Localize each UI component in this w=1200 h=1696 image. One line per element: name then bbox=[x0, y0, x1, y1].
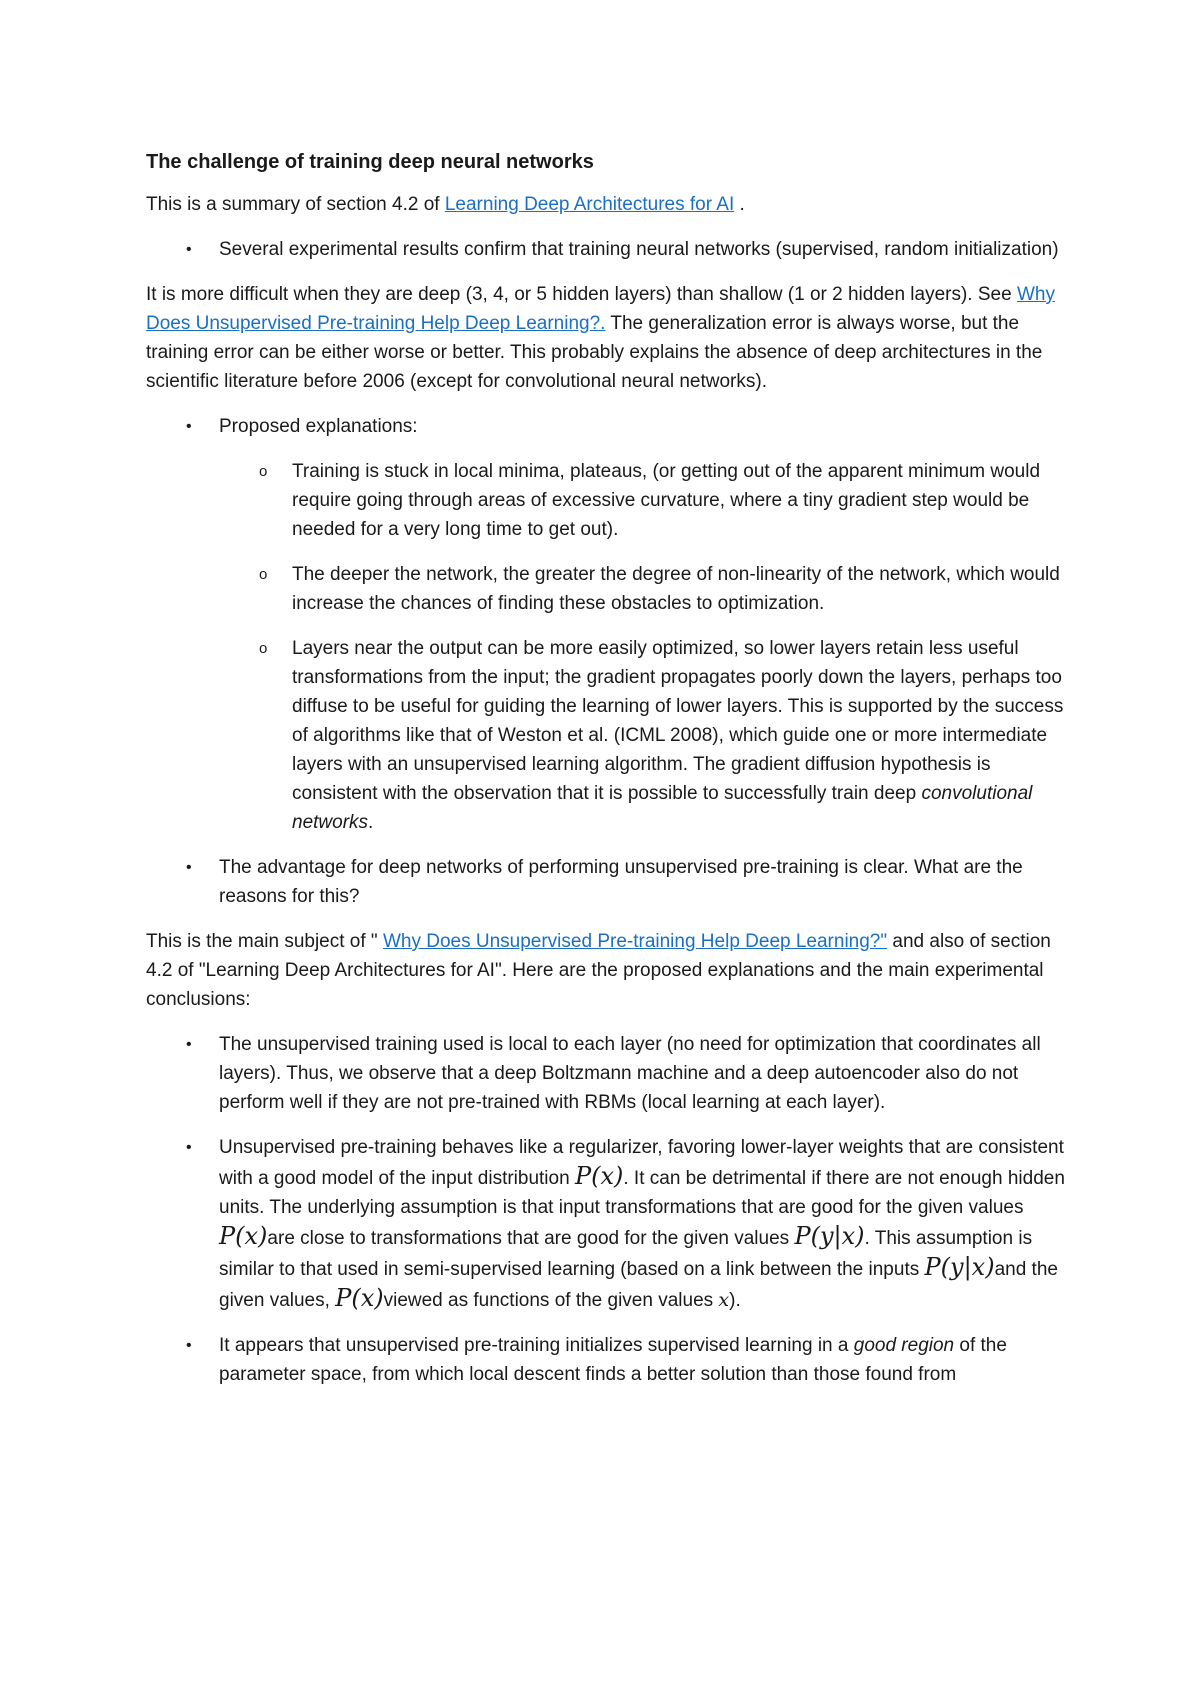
page-title: The challenge of training deep neural networks bbox=[146, 151, 594, 173]
bullet-glyph: • bbox=[186, 241, 192, 258]
list-item bbox=[146, 853, 1070, 911]
bullet-6-text-2: of the parameter space, from which local descent finds a better solution than those found from bbox=[219, 1335, 1007, 1385]
paragraph-1 bbox=[146, 280, 1070, 396]
bullet-2-text: Proposed explanations: bbox=[219, 416, 418, 437]
bullet-4-text: The unsupervised training used is local to each layer (no need for optimization that coordinates all layers). Thus, we observe that a deep Boltzmann machine and a deep autoencoder also do not perform well if they are not pre-trained with RBMs (local learning at each layer). bbox=[219, 1034, 1041, 1113]
bullet-list-2 bbox=[146, 412, 1070, 911]
sub-item-3-text: Layers near the output can be more easily optimized, so lower layers retain less useful transformations from the input; the gradient propagates poorly down the layers, perhaps too diffuse to be useful for guiding the learning of lower layers. This is supported by the success of algorithms like that of Weston et al. (ICML 2008), which guide one or more intermediate layers with an unsupervised learning algorithm. The gradient diffusion hypothesis is consistent with the observation that it is possible to successfully train deep bbox=[292, 638, 1064, 804]
bullet-5-text-5: and the given values, bbox=[219, 1259, 1058, 1311]
list-item bbox=[146, 412, 1070, 837]
list-item bbox=[146, 1133, 1070, 1315]
paragraph-2-text-a: This is the main subject of " bbox=[146, 931, 383, 952]
bullet-5-text-4: . This assumption is similar to that used in semi-supervised learning (based on a link between the inputs bbox=[219, 1228, 1033, 1280]
sub-list bbox=[219, 457, 1070, 837]
bullet-6-emphasis: good region bbox=[853, 1335, 955, 1356]
bullet-glyph: • bbox=[186, 1337, 192, 1354]
bullet-glyph: • bbox=[186, 1036, 192, 1053]
math-px: P(x) bbox=[335, 1284, 384, 1312]
sub-bullet-glyph: o bbox=[259, 463, 268, 480]
bullet-5-text-1: Unsupervised pre-training behaves like a regularizer, favoring lower-layer weights that are consistent with a good model of the input distribution bbox=[219, 1137, 1064, 1189]
paragraph-2-text-b: and also of section 4.2 of "Learning Deep Architectures for AI". Here are the proposed explanations and the main experimental conclusions: bbox=[146, 931, 1051, 1010]
bullet-5-text-2: . It can be detrimental if there are not enough hidden units. The underlying assumption is that input transformations that are good for the given values bbox=[219, 1168, 1065, 1218]
sub-item-3-emphasis: convolutional networks bbox=[292, 783, 1033, 833]
sub-item-3-end: . bbox=[368, 812, 374, 833]
math-pyx: P(y|x) bbox=[794, 1222, 865, 1250]
sub-list-item bbox=[219, 634, 1070, 837]
sub-list-item bbox=[219, 560, 1070, 618]
sub-item-2-text: The deeper the network, the greater the degree of non-linearity of the network, which would increase the chances of finding these obstacles to optimization. bbox=[292, 564, 1060, 614]
intro-paragraph bbox=[146, 190, 1070, 219]
list-item bbox=[146, 1331, 1070, 1389]
math-x: x bbox=[718, 1289, 730, 1311]
paragraph-1-text-a: It is more difficult when they are deep (3, 4, or 5 hidden layers) than shallow (1 or 2 hidden layers). See bbox=[146, 284, 1017, 305]
bullet-list-3 bbox=[146, 1030, 1070, 1389]
paragraph-2 bbox=[146, 927, 1070, 1014]
bullet-1-text: Several experimental results confirm that training neural networks (supervised, random initialization) bbox=[219, 239, 1059, 260]
sub-bullet-glyph: o bbox=[259, 640, 268, 657]
list-item bbox=[146, 1030, 1070, 1117]
bullet-6-text-1: It appears that unsupervised pre-training initializes supervised learning in a bbox=[219, 1335, 854, 1356]
paragraph-1-link[interactable]: Why Does Unsupervised Pre-training Help Deep Learning?. bbox=[146, 284, 1055, 334]
bullet-list-1 bbox=[146, 235, 1070, 264]
list-item bbox=[146, 235, 1070, 264]
bullet-5-text-3: are close to transformations that are good for the given values bbox=[267, 1228, 795, 1249]
bullet-glyph: • bbox=[186, 859, 192, 876]
math-px: P(x) bbox=[219, 1222, 268, 1250]
sub-bullet-glyph: o bbox=[259, 566, 268, 583]
bullet-5-text-7: ). bbox=[729, 1290, 741, 1311]
bullet-5-text-6: viewed as functions of the given values bbox=[383, 1290, 719, 1311]
bullet-3-text: The advantage for deep networks of performing unsupervised pre-training is clear. What are the reasons for this? bbox=[219, 857, 1023, 907]
math-pyx: P(y|x) bbox=[924, 1253, 995, 1281]
intro-link[interactable]: Learning Deep Architectures for AI bbox=[444, 194, 735, 215]
sub-item-1-text: Training is stuck in local minima, plateaus, (or getting out of the apparent minimum would require going through areas of excessive curvature, where a tiny gradient step would be needed for a very long time to get out). bbox=[292, 461, 1041, 540]
math-px: P(x) bbox=[574, 1162, 624, 1190]
sub-list-item bbox=[219, 457, 1070, 544]
intro-suffix: . bbox=[734, 194, 745, 215]
bullet-glyph: • bbox=[186, 418, 192, 435]
intro-prefix: This is a summary of section 4.2 of bbox=[146, 194, 445, 215]
paragraph-2-link[interactable]: Why Does Unsupervised Pre-training Help Deep Learning?" bbox=[382, 931, 888, 952]
paragraph-1-text-b: The generalization error is always worse, but the training error can be either worse or better. This probably explains the absence of deep architectures in the scientific literature before 2006 (except for convolutional neural networks). bbox=[146, 313, 1043, 392]
bullet-glyph: • bbox=[186, 1139, 192, 1156]
